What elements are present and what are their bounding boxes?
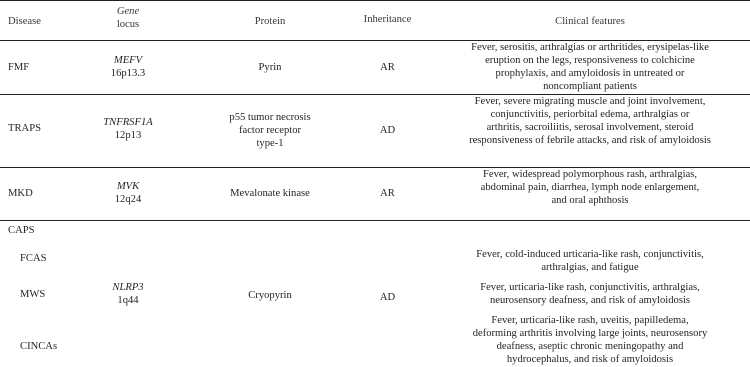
header-gene-locus: [100, 5, 156, 31]
header-protein: Protein: [254, 16, 286, 27]
clinical-line: noncompliant patients: [543, 81, 637, 93]
table-row: [0, 167, 750, 220]
clinical-line: prophylaxis, and amyloidosis in untreated or: [495, 68, 685, 80]
protein-name: Pyrin: [258, 62, 282, 73]
clinical-line: abdominal pain, diarrhea, lymph node enlargement,: [480, 182, 700, 194]
clinical-line: Fever, cold-induced urticaria-like rash, conjunctivitis,: [476, 249, 704, 260]
header-clinical-features: Clinical features: [555, 16, 625, 27]
clinical-line: eruption on the legs, responsiveness to colchicine: [485, 55, 695, 67]
clinical-line: conjunctivitis, periorbital edema, arthralgias or: [490, 109, 690, 121]
clinical-features: [430, 41, 750, 93]
header-gene-label: Gene: [116, 6, 140, 17]
gene-name: MEFV: [113, 55, 143, 66]
header-inheritance: Inheritance: [363, 14, 412, 25]
disease-name: TRAPS: [8, 123, 41, 134]
protein-name: Cryopyrin: [248, 290, 292, 301]
inheritance-mode: AR: [380, 188, 395, 199]
table-row: [0, 40, 750, 94]
protein-line: p55 tumor necrosis: [229, 112, 311, 123]
disease-subtype: CINCAs: [20, 341, 58, 352]
clinical-line: arthralgias, and fatigue: [541, 262, 639, 274]
clinical-line: Fever, urticaria-like rash, uveitis, papilledema,: [491, 315, 689, 326]
header-locus-label: locus: [116, 19, 140, 31]
locus: 1q44: [117, 295, 139, 307]
disease-group-name: CAPS: [8, 225, 35, 236]
clinical-line: hydrocephalus, and risk of amyloidosis: [506, 354, 674, 366]
disease-subtype: MWS: [20, 289, 46, 300]
protein-name: [195, 111, 345, 150]
gene-locus: [100, 180, 156, 206]
disease-subtype: FCAS: [20, 253, 47, 264]
caps-group: [0, 220, 750, 367]
inheritance-mode: AR: [380, 62, 395, 73]
gene-name: NLRP3: [112, 282, 144, 293]
protein-name: Mevalonate kinase: [230, 188, 310, 199]
clinical-line: Fever, serositis, arthralgias or arthritides, erysipelas-like: [471, 42, 709, 53]
clinical-features: [430, 314, 750, 366]
disease-name: MKD: [8, 188, 33, 199]
gene-locus: [100, 281, 156, 307]
gene-name: TNFRSF1A: [103, 117, 153, 128]
table-top-rule: [0, 0, 750, 1]
clinical-line: responsiveness of febrile attacks, and risk of amyloidosis: [469, 135, 711, 147]
locus: 12p13: [114, 130, 142, 142]
header-disease: Disease: [8, 16, 41, 27]
clinical-line: Fever, severe migrating muscle and joint involvement,: [474, 96, 706, 107]
locus: 16p13.3: [110, 68, 146, 80]
inheritance-mode: AD: [379, 125, 396, 136]
disease-name: FMF: [8, 62, 30, 73]
clinical-features: [430, 281, 750, 307]
table-row: [0, 94, 750, 167]
clinical-features: [430, 168, 750, 207]
clinical-line: Fever, widespread polymorphous rash, arthralgias,: [482, 169, 698, 180]
clinical-features: [430, 248, 750, 274]
clinical-line: neurosensory deafness, and risk of amyloidosis: [489, 295, 691, 307]
clinical-line: arthritis, sacroiliitis, serosal involvement, steroid: [486, 122, 694, 134]
locus: 12q24: [114, 194, 142, 206]
gene-locus: [100, 116, 156, 142]
protein-line: type-1: [256, 138, 284, 150]
clinical-line: and oral aphthosis: [551, 195, 629, 207]
clinical-line: deforming arthritis involving large joints, neurosensory: [472, 328, 708, 340]
clinical-line: deafness, aseptic chronic meningopathy and: [496, 341, 684, 353]
protein-line: factor receptor: [238, 125, 302, 137]
gene-locus: [100, 54, 156, 80]
inheritance-mode: AD: [379, 292, 396, 303]
clinical-features: [430, 95, 750, 147]
clinical-line: Fever, urticaria-like rash, conjunctivitis, arthralgias,: [480, 282, 700, 293]
gene-name: MVK: [116, 181, 140, 192]
